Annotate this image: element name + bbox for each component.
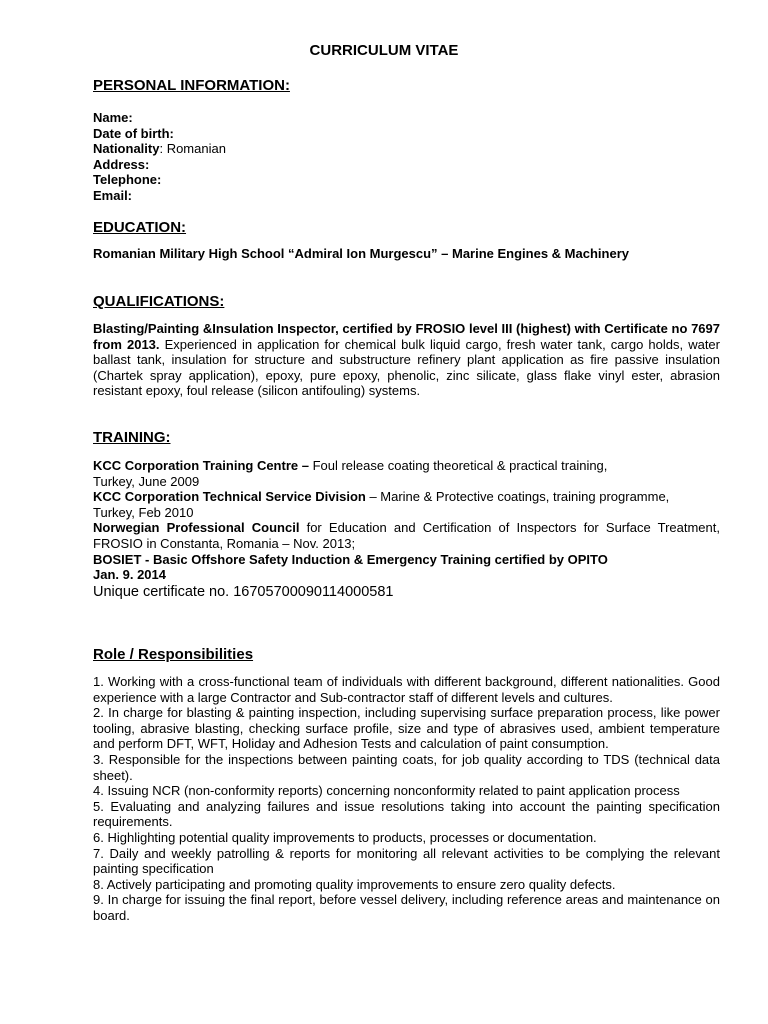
list-item: 5. Evaluating and analyzing failures and issue resolutions taking into account the painting specification requirements. xyxy=(93,798,720,830)
email-label: Email: xyxy=(93,187,133,203)
npc-org: Norwegian Professional Council xyxy=(93,520,300,536)
list-item: 8. Actively participating and promoting quality improvements to ensure zero quality defects. xyxy=(93,876,616,892)
training-kcc-centre xyxy=(93,458,720,474)
training-npc xyxy=(93,520,720,551)
nationality-value: : Romanian xyxy=(159,141,226,157)
bosiet-certificate: Unique certificate no. 16705700090114000581 xyxy=(93,583,394,600)
roles-list xyxy=(93,674,720,924)
kcc-division-desc: – Marine & Protective coatings, training programme, xyxy=(365,489,670,505)
document-title: CURRICULUM VITAE xyxy=(309,42,459,59)
kcc-centre-desc: Foul release coating theoretical & practical training, xyxy=(308,458,608,473)
kcc-centre-org: KCC Corporation Training Centre – xyxy=(93,458,309,473)
education-heading: EDUCATION: xyxy=(93,219,187,236)
list-item: 9. In charge for issuing the final report, before vessel delivery, including reference areas and maintenance on board. xyxy=(93,892,720,923)
kcc-division-org: KCC Corporation Technical Service Division xyxy=(93,489,366,505)
list-item: 7. Daily and weekly patrolling & reports for monitoring all relevant activities to be complying the relevant painting specification xyxy=(93,845,720,877)
training-bosiet: BOSIET - Basic Offshore Safety Induction & Emergency Training certified by OPITO xyxy=(93,551,608,567)
nationality-row xyxy=(93,141,720,157)
training-block xyxy=(93,458,720,601)
nationality-label: Nationality xyxy=(93,141,160,157)
kcc-division-date: Turkey, Feb 2010 xyxy=(93,504,194,520)
qualifications-heading: QUALIFICATIONS: xyxy=(93,293,225,310)
education-school: Romanian Military High School “Admiral Ion Murgescu” – Marine Engines & Machinery xyxy=(93,246,629,261)
qualifications-block xyxy=(93,321,720,399)
list-item: 4. Issuing NCR (non-conformity reports) concerning nonconformity related to paint application process xyxy=(93,783,680,799)
bosiet-date: Jan. 9. 2014 xyxy=(93,567,166,583)
roles-heading: Role / Responsibilities xyxy=(93,646,254,663)
qualifications-experience: Experienced in application for chemical bulk liquid cargo, fresh water tank, cargo holds, water ballast tank, insulation for structure and substructure refinery plant application as fire passive insulation (Chartek spray application), epoxy, pure epoxy, phenolic, zinc silicate, glass flake vinyl ester, abrasion resistant epoxy, foul release (silicon antifouling) systems. xyxy=(93,336,720,399)
personal-info-block xyxy=(93,110,720,204)
qualifications-certification: Blasting/Painting &Insulation Inspector, certified by FROSIO level III (highest) with Certificate no 7697 from 2013. xyxy=(93,321,720,352)
npc-desc: for Education and Certification of Inspectors for Surface Treatment, FROSIO in Constanta, Romania – Nov. 2013; xyxy=(93,520,720,551)
list-item: 3. Responsible for the inspections between painting coats, for job quality according to TDS (technical data sheet). xyxy=(93,751,720,783)
training-kcc-division xyxy=(93,489,720,505)
dob-label: Date of birth: xyxy=(93,125,174,141)
qualifications-paragraph xyxy=(93,321,720,399)
list-item: 1. Working with a cross-functional team of individuals with different background, different nationalities. Good experience with a large Contractor and Sub-contractor staff of different levels and cultures. xyxy=(93,674,720,705)
list-item: 2. In charge for blasting & painting inspection, including supervising surface preparation process, like power tooling, abrasive blasting, checking surface profile, size and type of abrasives used, ambient temperature and perform DFT, WFT, Holiday and Adhesion Tests and calculation of paint consumption. xyxy=(93,705,720,752)
address-label: Address: xyxy=(93,156,150,172)
personal-info-heading: PERSONAL INFORMATION: xyxy=(93,77,290,94)
telephone-label: Telephone: xyxy=(93,172,162,188)
kcc-centre-date: Turkey, June 2009 xyxy=(93,473,200,489)
education-block xyxy=(93,246,720,262)
name-label: Name: xyxy=(93,110,133,125)
list-item: 6. Highlighting potential quality improvements to products, processes or documentation. xyxy=(93,829,597,845)
training-heading: TRAINING: xyxy=(93,429,171,446)
